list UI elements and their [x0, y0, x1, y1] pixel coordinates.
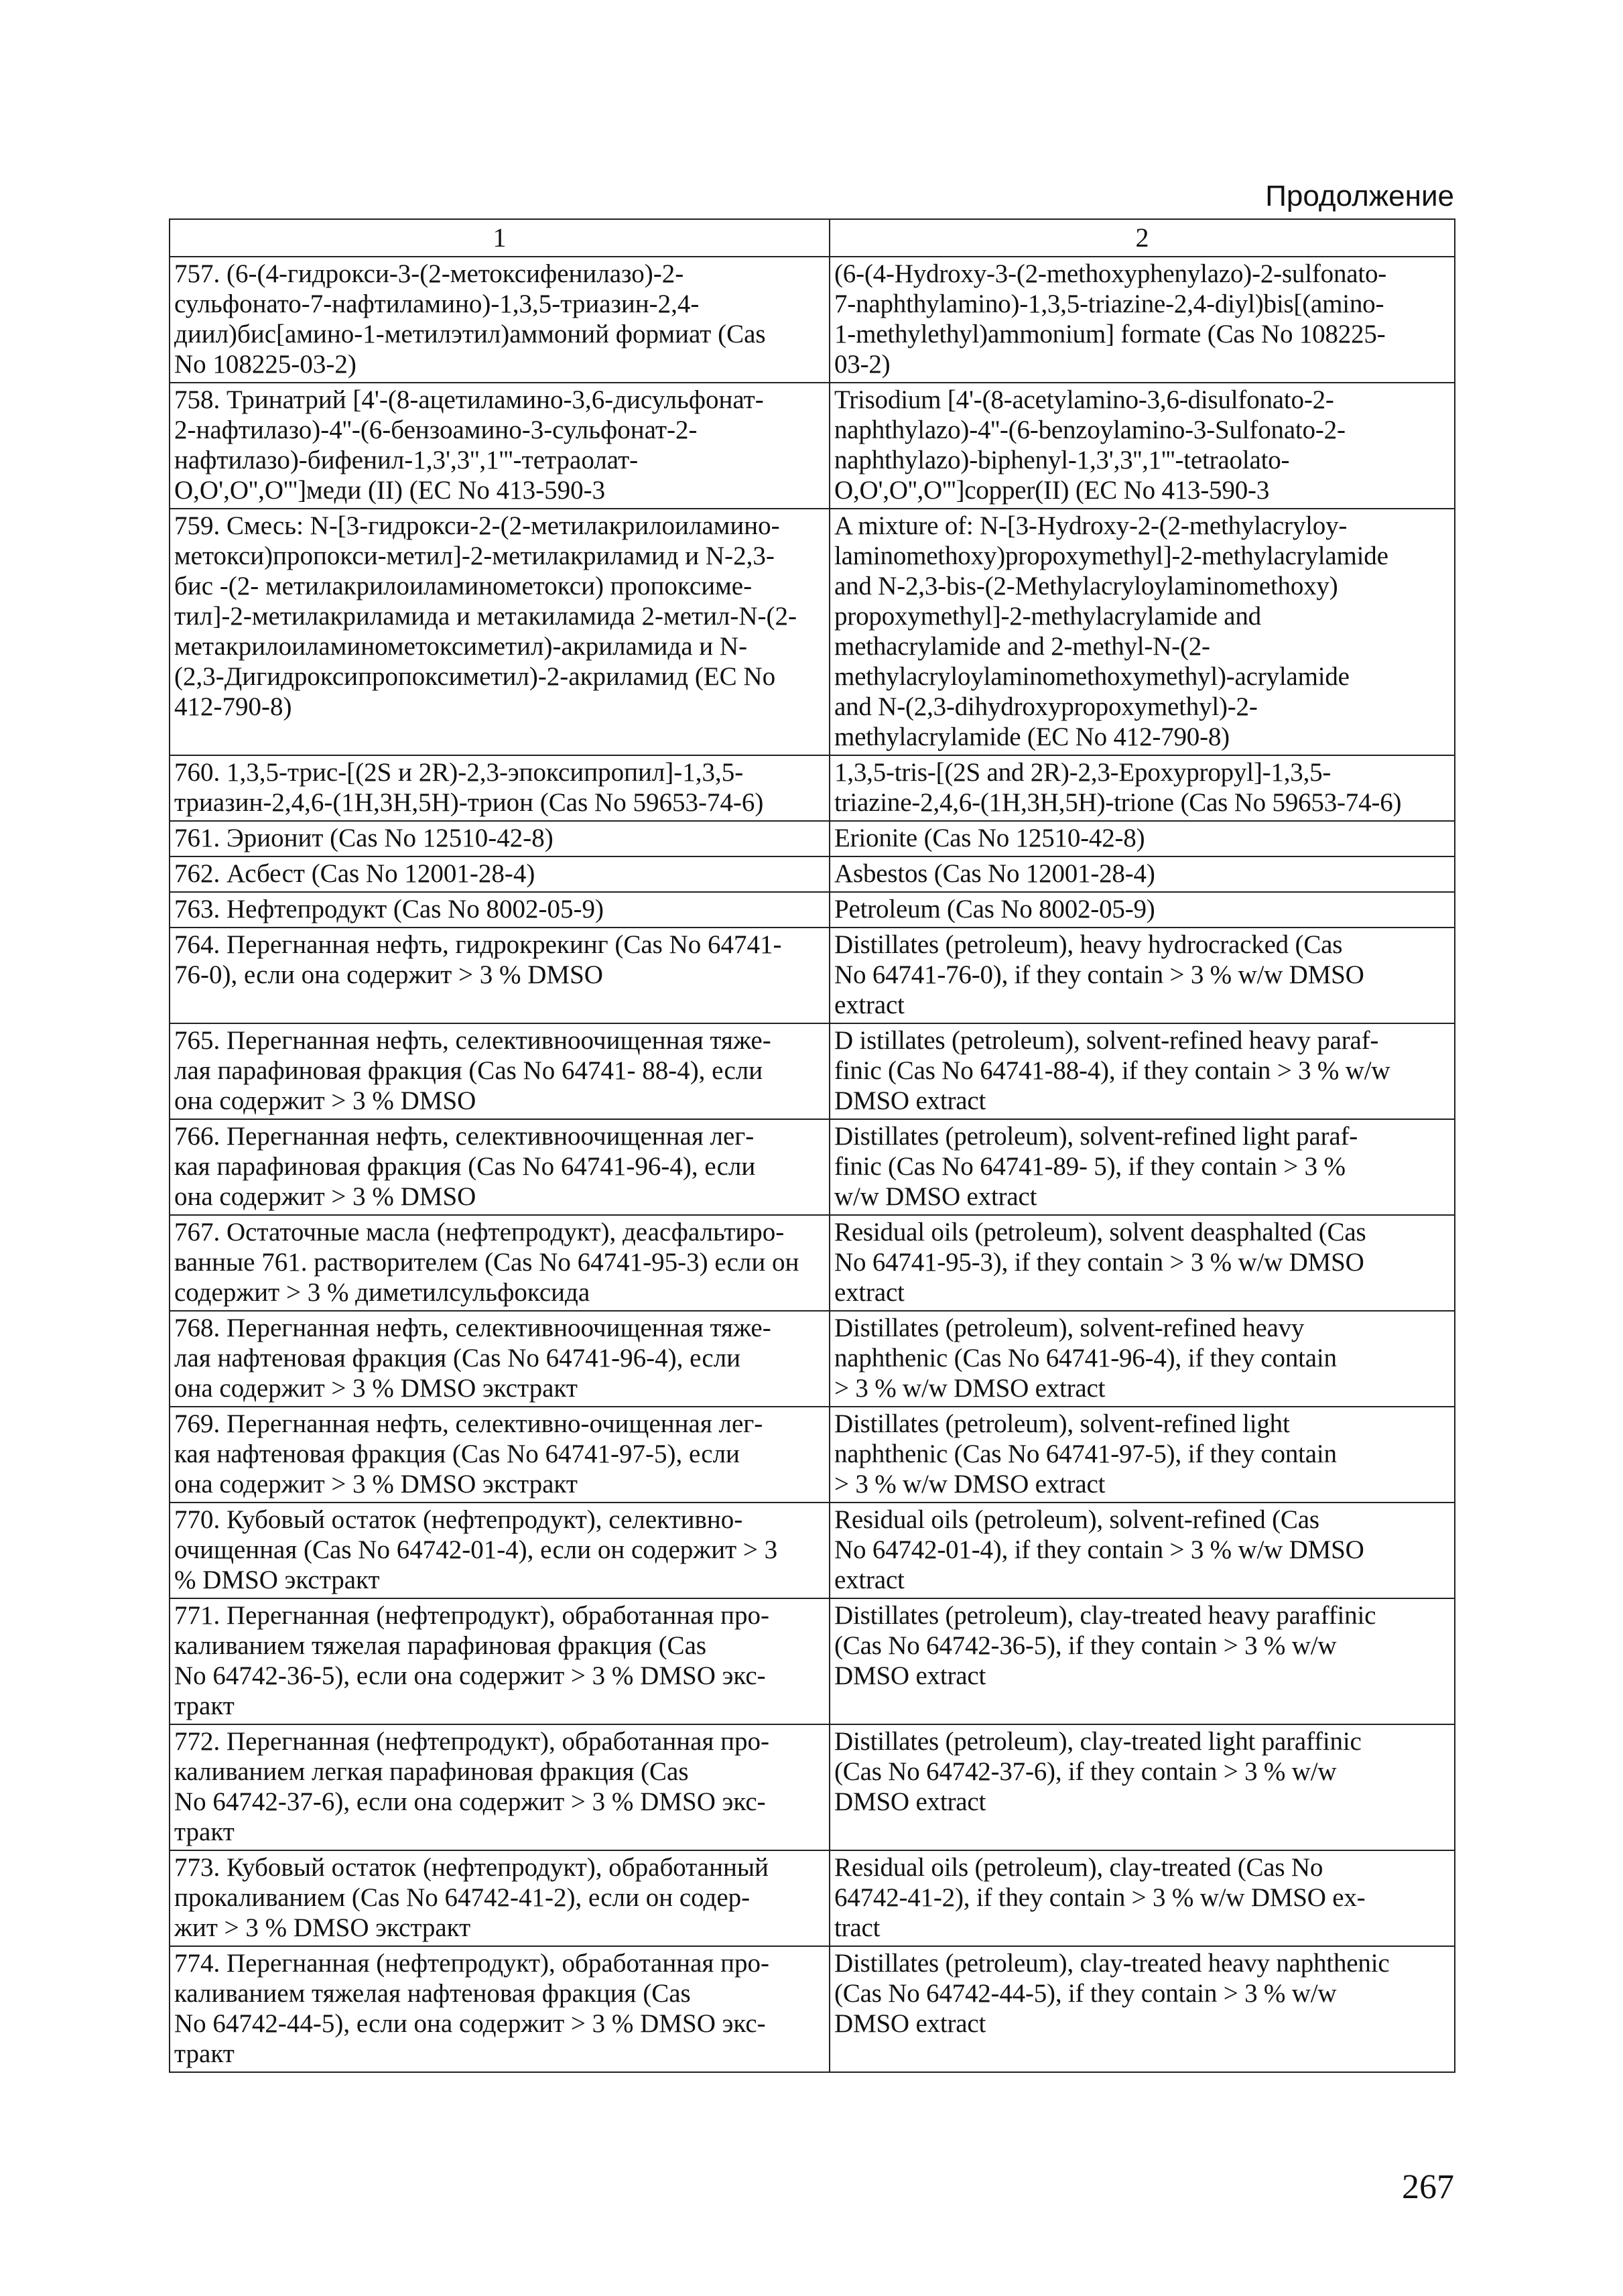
table-row [170, 856, 1455, 892]
english-entry-cell: D istillates (petroleum), solvent-refined heavy paraf- finic (Cas No 64741-88-4), if they contain > 3 % w/w DMSO extract [830, 1023, 1455, 1119]
russian-entry-cell: 768. Перегнанная нефть, селективноочищенная тяже- лая нафтеновая фракция (Cas No 64741-96-4), если она содержит > 3 % DMSO экстракт [170, 1311, 830, 1407]
table-row [170, 928, 1455, 1023]
table-row [170, 821, 1455, 856]
english-entry-cell: Residual oils (petroleum), clay-treated (Cas No 64742-41-2), if they contain > 3 % w/w DMSO ex- tract [830, 1850, 1455, 1946]
english-entry-cell: 1,3,5-tris-[(2S and 2R)-2,3-Epoxypropyl]-1,3,5- triazine-2,4,6-(1H,3H,5H)-trione (Cas No 59653-74-6) [830, 755, 1455, 821]
table-row [170, 1407, 1455, 1503]
column-header-1: 1 [170, 219, 830, 257]
english-entry-cell: Trisodium [4'-(8-acetylamino-3,6-disulfonato-2- naphthylazo)-4''-(6-benzoylamino-3-Sulfonato-2- naphthylazo)-biphenyl-1,3',3'',1'''-tetraolato- O,O',O'',O''']copper(II) (EC No 413-590-3 [830, 383, 1455, 509]
english-entry-cell: Distillates (petroleum), clay-treated heavy naphthenic (Cas No 64742-44-5), if they contain > 3 % w/w DMSO extract [830, 1946, 1455, 2072]
russian-entry-cell: 757. (6-(4-гидрокси-3-(2-метоксифенилазо)-2- сульфонато-7-нафтиламино)-1,3,5-триазин-2,4- диил)бис[амино-1-метилэтил)аммоний формиат (Cas No 108225-03-2) [170, 257, 830, 383]
english-entry-cell: Distillates (petroleum), solvent-refined light paraf- finic (Cas No 64741-89- 5), if they contain > 3 % w/w DMSO extract [830, 1119, 1455, 1215]
english-entry-cell: Distillates (petroleum), clay-treated heavy paraffinic (Cas No 64742-36-5), if they contain > 3 % w/w DMSO extract [830, 1598, 1455, 1724]
english-entry-cell: Residual oils (petroleum), solvent-refined (Cas No 64742-01-4), if they contain > 3 % w/w DMSO extract [830, 1503, 1455, 1598]
column-header-2: 2 [830, 219, 1455, 257]
english-entry-cell: Distillates (petroleum), clay-treated light paraffinic (Cas No 64742-37-6), if they contain > 3 % w/w DMSO extract [830, 1724, 1455, 1850]
table-row [170, 1311, 1455, 1407]
table-row [170, 257, 1455, 383]
russian-entry-cell: 770. Кубовый остаток (нефтепродукт), селективно- очищенная (Cas No 64742-01-4), если он содержит > 3 % DMSO экстракт [170, 1503, 830, 1598]
english-entry-cell: (6-(4-Hydroxy-3-(2-methoxyphenylazo)-2-sulfonato- 7-naphthylamino)-1,3,5-triazine-2,4-diyl)bis[(amino- 1-methylethyl)ammonium] formate (Cas No 108225- 03-2) [830, 257, 1455, 383]
table-row [170, 1598, 1455, 1724]
russian-entry-cell: 773. Кубовый остаток (нефтепродукт), обработанный прокаливанием (Cas No 64742-41-2), если он содер- жит > 3 % DMSO экстракт [170, 1850, 830, 1946]
table-row [170, 1023, 1455, 1119]
english-entry-cell: Distillates (petroleum), heavy hydrocracked (Cas No 64741-76-0), if they contain > 3 % w/w DMSO extract [830, 928, 1455, 1023]
table-row [170, 383, 1455, 509]
table-header-row [170, 219, 1455, 257]
table-row [170, 509, 1455, 755]
english-entry-cell: Petroleum (Cas No 8002-05-9) [830, 892, 1455, 928]
russian-entry-cell: 769. Перегнанная нефть, селективно-очищенная лег- кая нафтеновая фракция (Cas No 64741-97-5), если она содержит > 3 % DMSO экстракт [170, 1407, 830, 1503]
russian-entry-cell: 764. Перегнанная нефть, гидрокрекинг (Cas No 64741- 76-0), если она содержит > 3 % DMSO [170, 928, 830, 1023]
russian-entry-cell: 767. Остаточные масла (нефтепродукт), деасфальтиро- ванные 761. растворителем (Cas No 64741-95-3) если он содержит > 3 % диметилсульфоксида [170, 1215, 830, 1311]
russian-entry-cell: 761. Эрионит (Cas No 12510-42-8) [170, 821, 830, 856]
english-entry-cell: A mixture of: N-[3-Hydroxy-2-(2-methylacryloy- laminomethoxy)propoxymethyl]-2-methylacrylamide and N-2,3-bis-(2-Methylacryloylaminomethoxy) propoxymethyl]-2-methylacrylamide and methacrylamide and 2-methyl-N-(2- methylacryloylaminomethoxymethyl)-acrylamide and N-(2,3-dihydroxypropoxymethyl)-2- methylacrylamide (EC No 412-790-8) [830, 509, 1455, 755]
russian-entry-cell: 772. Перегнанная (нефтепродукт), обработанная про- каливанием легкая парафиновая фракция (Cas No 64742-37-6), если она содержит > 3 % DMSO экс- тракт [170, 1724, 830, 1850]
table-row [170, 1215, 1455, 1311]
russian-entry-cell: 771. Перегнанная (нефтепродукт), обработанная про- каливанием тяжелая парафиновая фракция (Cas No 64742-36-5), если она содержит > 3 % DMSO экс- тракт [170, 1598, 830, 1724]
table-row [170, 1503, 1455, 1598]
english-entry-cell: Asbestos (Cas No 12001-28-4) [830, 856, 1455, 892]
table-row [170, 1119, 1455, 1215]
russian-entry-cell: 763. Нефтепродукт (Cas No 8002-05-9) [170, 892, 830, 928]
english-entry-cell: Distillates (petroleum), solvent-refined light naphthenic (Cas No 64741-97-5), if they contain > 3 % w/w DMSO extract [830, 1407, 1455, 1503]
russian-entry-cell: 759. Смесь: N-[3-гидрокси-2-(2-метилакрилоиламино- метокси)пропокси-метил]-2-метилакриламид и N-2,3- бис -(2- метилакрилоиламинометокси) пропоксиме- тил]-2-метилакриламида и метакиламида 2-метил-N-(2- метакрилоиламинометоксиметил)-акриламида и N- (2,3-Дигидроксипропоксиметил)-2-акриламид (EC No 412-790-8) [170, 509, 830, 755]
continuation-label: Продолжение [1265, 180, 1454, 212]
table-row [170, 1850, 1455, 1946]
table-row [170, 1724, 1455, 1850]
table-body [170, 257, 1455, 2072]
russian-entry-cell: 765. Перегнанная нефть, селективноочищенная тяже- лая парафиновая фракция (Cas No 64741- 88-4), если она содержит > 3 % DMSO [170, 1023, 830, 1119]
russian-entry-cell: 758. Тринатрий [4'-(8-ацетиламино-3,6-дисульфонат- 2-нафтилазо)-4''-(6-бензоамино-3-сульфонат-2- нафтилазо)-бифенил-1,3',3'',1'''-тетраолат- O,O',O'',O''']меди (II) (EC No 413-590-3 [170, 383, 830, 509]
russian-entry-cell: 760. 1,3,5-трис-[(2S и 2R)-2,3-эпоксипропил]-1,3,5- триазин-2,4,6-(1H,3H,5H)-трион (Cas No 59653-74-6) [170, 755, 830, 821]
english-entry-cell: Distillates (petroleum), solvent-refined heavy naphthenic (Cas No 64741-96-4), if they contain > 3 % w/w DMSO extract [830, 1311, 1455, 1407]
english-entry-cell: Residual oils (petroleum), solvent deasphalted (Cas No 64741-95-3), if they contain > 3 % w/w DMSO extract [830, 1215, 1455, 1311]
table-row [170, 1946, 1455, 2072]
table-row [170, 892, 1455, 928]
page-number: 267 [1402, 2168, 1454, 2206]
russian-entry-cell: 774. Перегнанная (нефтепродукт), обработанная про- каливанием тяжелая нафтеновая фракция (Cas No 64742-44-5), если она содержит > 3 % DMSO экс- тракт [170, 1946, 830, 2072]
substance-table [169, 218, 1455, 2073]
table-row [170, 755, 1455, 821]
english-entry-cell: Erionite (Cas No 12510-42-8) [830, 821, 1455, 856]
russian-entry-cell: 766. Перегнанная нефть, селективноочищенная лег- кая парафиновая фракция (Cas No 64741-96-4), если она содержит > 3 % DMSO [170, 1119, 830, 1215]
russian-entry-cell: 762. Асбест (Cas No 12001-28-4) [170, 856, 830, 892]
